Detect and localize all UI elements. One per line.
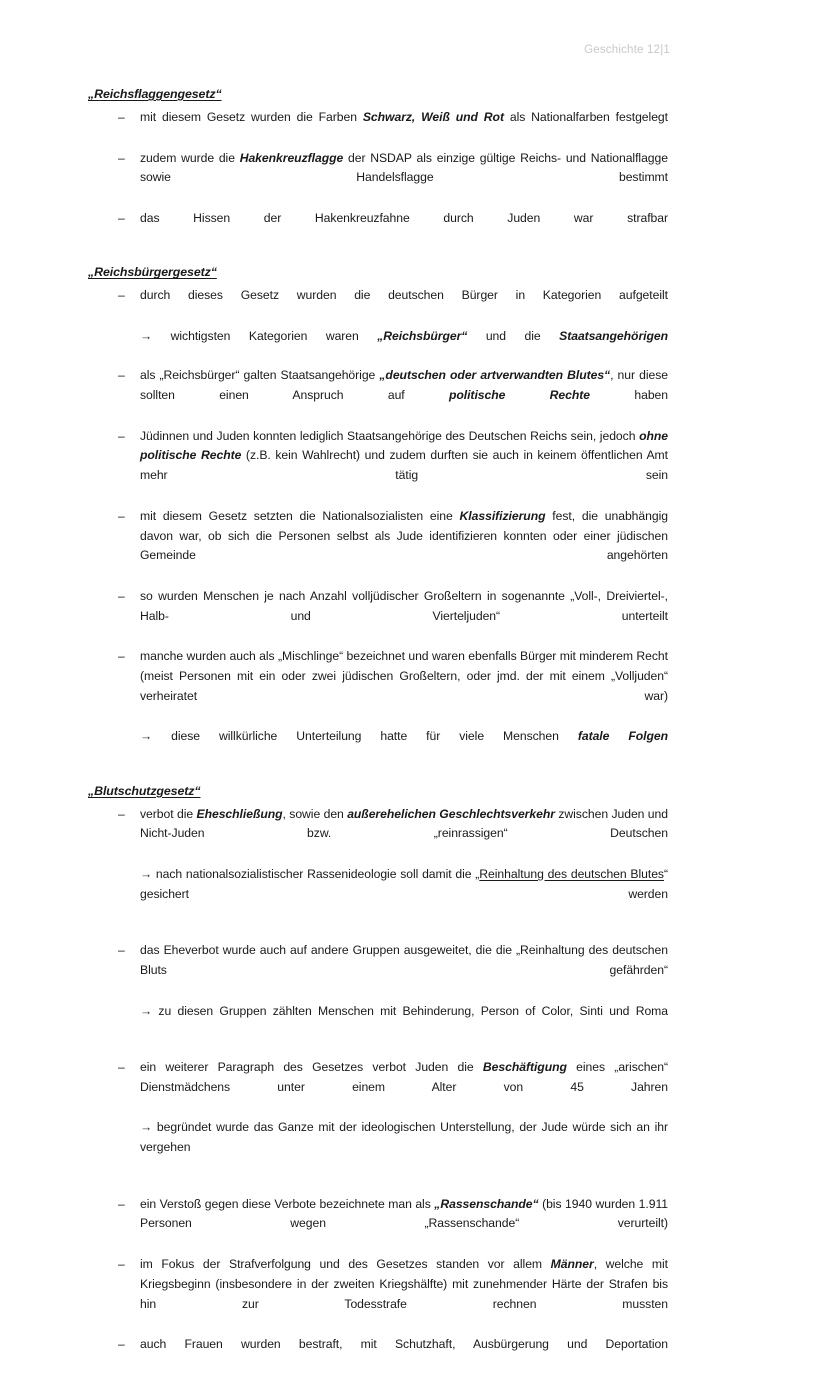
bullet-item <box>88 108 668 148</box>
bullet-dash-icon: – <box>118 1060 125 1075</box>
sub-arrow-text: → begründet wurde das Ganze mit der ideologischen Unterstellung, der Jude würde sich an ihr vergehen <box>140 1120 668 1155</box>
bullet-text: das Hissen der Hakenkreuzfahne durch Juden war strafbar <box>140 210 668 225</box>
bullet-dash-icon: – <box>118 806 125 821</box>
sub-arrow-item <box>88 1002 668 1042</box>
document-section <box>88 86 668 248</box>
bullet-text: durch dieses Gesetz wurden die deutschen Bürger in Kategorien aufgeteilt <box>140 288 668 303</box>
sub-arrow-text: → nach nationalsozialistischer Rassenideologie soll damit die „Reinhaltung des deutschen Blutes“ gesichert werden <box>140 866 668 901</box>
sub-arrow-item <box>88 327 668 367</box>
sub-arrow-item <box>88 865 668 924</box>
bullet-text: Jüdinnen und Juden konnten lediglich Staatsangehörige des Deutschen Reichs sein, jedoch ohne politische Rechte (z.B. kein Wahlrecht) und zudem durften sie auch in keinem öffentlichen Amt mehr tätig sein <box>140 428 668 483</box>
bullet-item <box>88 587 668 646</box>
bullet-dash-icon: – <box>118 649 125 664</box>
bullet-item <box>88 647 668 726</box>
bullet-list <box>88 805 668 1375</box>
section-heading: „Reichsflaggengesetz“ <box>88 87 222 101</box>
bullet-dash-icon: – <box>118 1337 125 1352</box>
bullet-text: das Eheverbot wurde auch auf andere Gruppen ausgeweitet, die die „Reinhaltung des deutschen Bluts gefährden“ <box>140 943 668 978</box>
bullet-dash-icon: – <box>118 428 125 443</box>
bullet-dash-icon: – <box>118 109 125 124</box>
bullet-text: als „Reichsbürger“ galten Staatsangehörige „deutschen oder artverwandten Blutes“, nur diese sollten einen Anspruch auf politische Rechte haben <box>140 368 668 403</box>
bullet-item <box>88 941 668 1000</box>
bullet-dash-icon: – <box>118 588 125 603</box>
bullet-dash-icon: – <box>118 210 125 225</box>
bullet-dash-icon: – <box>118 368 125 383</box>
bullet-dash-icon: – <box>118 943 125 958</box>
page-header: Geschichte 12|1 <box>584 44 670 56</box>
bullet-text: ein Verstoß gegen diese Verbote bezeichnete man als „Rassenschande“ (bis 1940 wurden 1.911 Personen wegen „Rassenschande“ verurteilt) <box>140 1196 668 1231</box>
bullet-list <box>88 286 668 766</box>
sub-arrow-text: → wichtigsten Kategorien waren „Reichsbürger“ und die Staatsangehörigen <box>140 328 668 343</box>
sub-arrow-item <box>88 1118 668 1177</box>
bullet-dash-icon: – <box>118 1257 125 1271</box>
sub-arrow-text: → diese willkürliche Unterteilung hatte für viele Menschen fatale Folgen <box>140 729 668 744</box>
document-body <box>88 86 668 1389</box>
bullet-text: mit diesem Gesetz setzten die Nationalsozialisten eine Klassifizierung fest, die unabhängig davon war, ob sich die Personen selbst als Jude identifizieren konnten oder einer jüdischen Gemeinde angehörten <box>140 508 668 563</box>
document-section <box>88 264 668 766</box>
bullet-dash-icon: – <box>118 508 125 523</box>
bullet-text: im Fokus der Strafverfolgung und des Gesetzes standen vor allem Männer, welche mit Kriegsbeginn (insbesondere in der zweiten Kriegshälfte) mit zunehmender Härte der Strafen bis hin zur Todesstrafe rechnen mussten <box>140 1257 668 1311</box>
bullet-text: so wurden Menschen je nach Anzahl volljüdischer Großeltern in sogenannte „Voll-, Dreiviertel-, Halb- und Vierteljuden“ unterteilt <box>140 588 668 623</box>
bullet-dash-icon: – <box>118 150 125 165</box>
bullet-list <box>88 108 668 248</box>
bullet-text: ein weiterer Paragraph des Gesetzes verbot Juden die Beschäftigung eines „arischen“ Dienstmädchens unter einem Alter von 45 Jahren <box>140 1060 668 1094</box>
sub-arrow-text: → zu diesen Gruppen zählten Menschen mit Behinderung, Person of Color, Sinti und Roma <box>140 1003 668 1018</box>
bullet-item <box>88 149 668 208</box>
sub-arrow-item <box>88 727 668 767</box>
bullet-item <box>88 427 668 506</box>
section-heading: „Reichsbürgergesetz“ <box>88 265 217 280</box>
bullet-dash-icon: – <box>118 1196 125 1211</box>
bullet-item <box>88 209 668 249</box>
bullet-item <box>88 1335 668 1375</box>
document-section <box>88 783 668 1375</box>
bullet-text: mit diesem Gesetz wurden die Farben Schwarz, Weiß und Rot als Nationalfarben festgelegt <box>140 109 668 124</box>
section-heading: „Blutschutzgesetz“ <box>88 783 201 798</box>
bullet-text: verbot die Eheschließung, sowie den außerehelichen Geschlechtsverkehr zwischen Juden und Nicht-Juden bzw. „reinrassigen“ Deutschen <box>140 806 668 841</box>
bullet-item <box>88 1255 668 1334</box>
bullet-text: zudem wurde die Hakenkreuzflagge der NSDAP als einzige gültige Reichs- und Nationalflagge sowie Handelsflagge bestimmt <box>140 150 668 185</box>
bullet-item <box>88 286 668 326</box>
bullet-item <box>88 507 668 586</box>
bullet-item <box>88 805 668 864</box>
bullet-item <box>88 366 668 425</box>
bullet-item <box>88 1195 668 1254</box>
bullet-item <box>88 1058 668 1117</box>
bullet-dash-icon: – <box>118 288 125 303</box>
bullet-text: manche wurden auch als „Mischlinge“ bezeichnet und waren ebenfalls Bürger mit minderem Recht (meist Personen mit ein oder zwei jüdischen Großeltern, oder jmd. der mit einem „Volljuden“ verheiratet war) <box>140 649 668 703</box>
bullet-text: auch Frauen wurden bestraft, mit Schutzhaft, Ausbürgerung und Deportation <box>140 1337 668 1352</box>
